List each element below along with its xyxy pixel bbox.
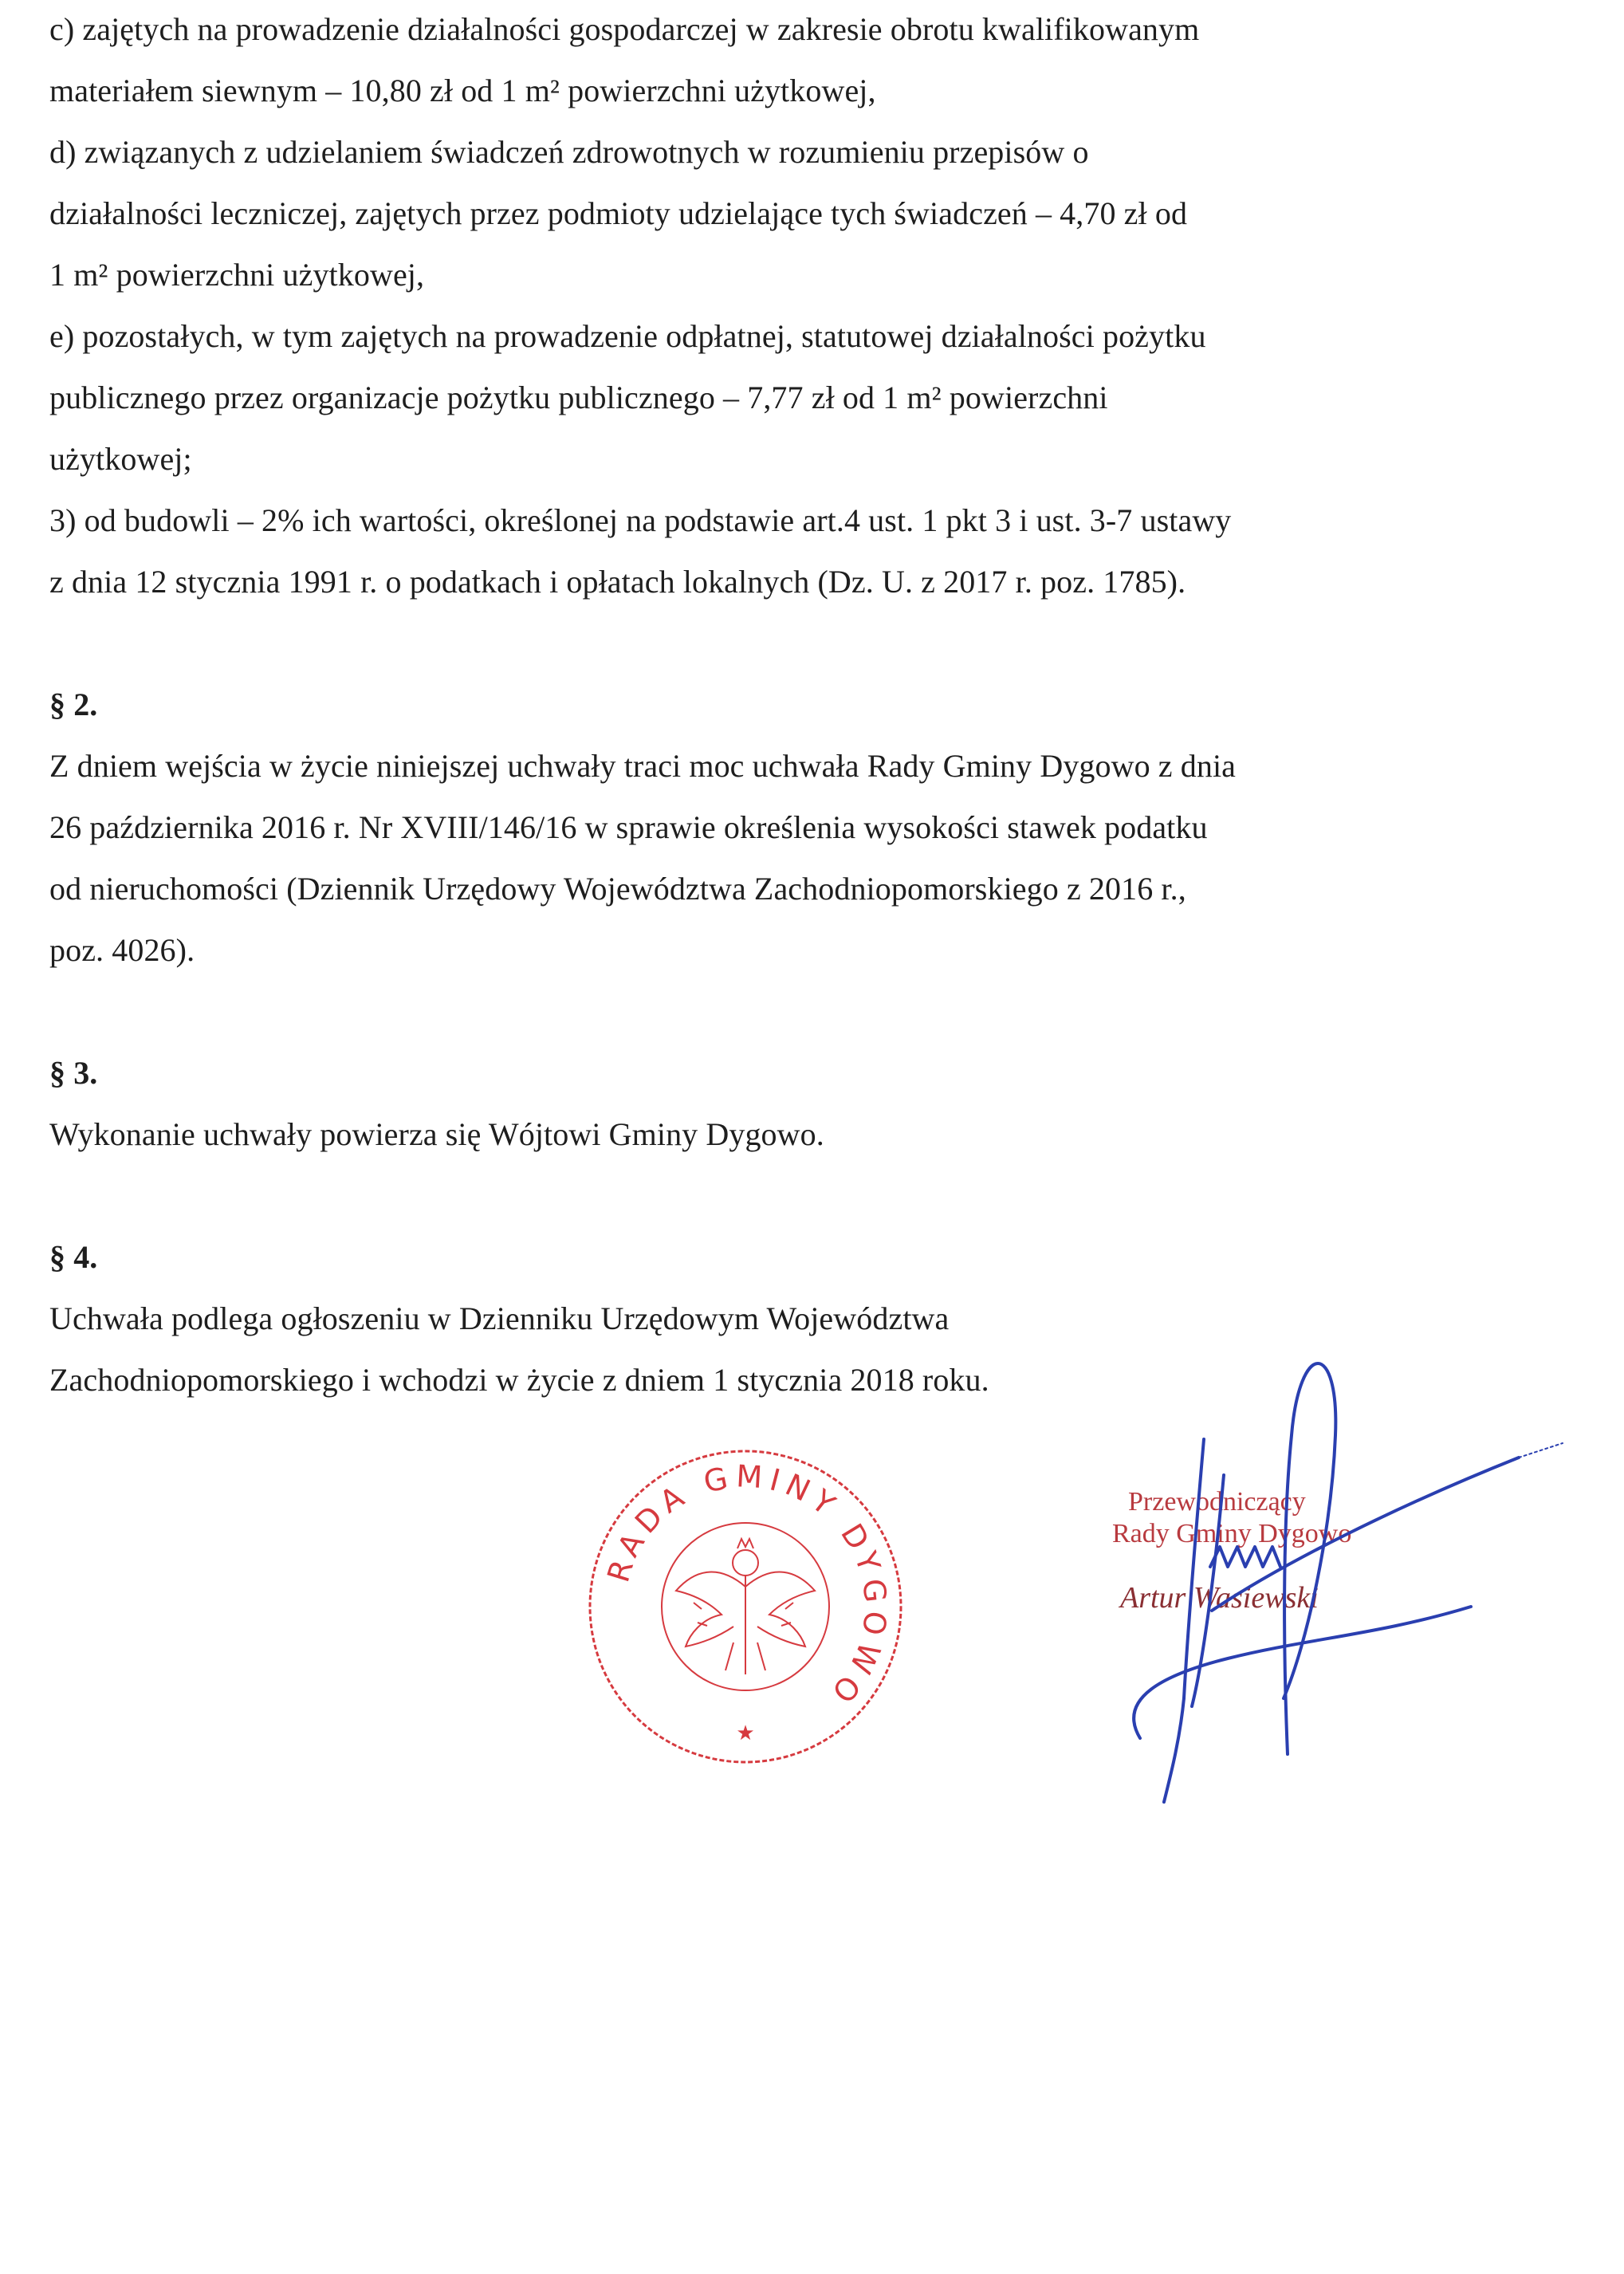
signatory-name: Artur Wasiewski [1120, 1581, 1319, 1615]
section-heading: § 4. [49, 1239, 98, 1275]
paragraph-line: działalności leczniczej, zajętych przez podmioty udzielające tych świadczeń – 4,70 zł od [49, 195, 1188, 231]
paragraph-line: Zachodniopomorskiego i wchodzi w życie z dniem 1 stycznia 2018 roku. [49, 1362, 989, 1398]
paragraph-line: 3) od budowli – 2% ich wartości, określonej na podstawie art.4 ust. 1 pkt 3 i ust. 3-7 ustawy [49, 502, 1232, 538]
signatory-title: Przewodniczący [1128, 1487, 1306, 1517]
paragraph-line: z dnia 12 stycznia 1991 r. o podatkach i opłatach lokalnych (Dz. U. z 2017 r. poz. 1785). [49, 564, 1186, 600]
paragraph-line: Wykonanie uchwały powierza się Wójtowi Gminy Dygowo. [49, 1116, 824, 1152]
paragraph-line: Uchwała podlega ogłoszeniu w Dzienniku Urzędowym Województwa [49, 1300, 950, 1336]
paragraph-line: poz. 4026). [49, 932, 195, 968]
paragraph-line: Z dniem wejścia w życie niniejszej uchwały traci moc uchwała Rady Gminy Dygowo z dnia [49, 748, 1237, 784]
paragraph-line: c) zajętych na prowadzenie działalności gospodarczej w zakresie obrotu kwalifikowanym [49, 11, 1200, 47]
paragraph-line: 26 października 2016 r. Nr XVIII/146/16 w sprawie określenia wysokości stawek podatku [49, 809, 1208, 845]
signature-block [1020, 1324, 1571, 1842]
stamp-star-icon: ★ [736, 1721, 755, 1745]
paragraph-line: d) związanych z udzielaniem świadczeń zdrowotnych w rozumieniu przepisów o [49, 134, 1089, 170]
paragraph-line: od nieruchomości (Dziennik Urzędowy Województwa Zachodniopomorskiego z 2016 r., [49, 871, 1186, 907]
paragraph-line: 1 m² powierzchni użytkowej, [49, 257, 425, 293]
eagle-emblem-icon [676, 1539, 815, 1674]
stamp-graphic [582, 1443, 909, 1770]
signatory-title-body: Rady Gminy Dygowo [1112, 1519, 1352, 1548]
section-heading: § 3. [49, 1055, 98, 1091]
paragraph-line: publicznego przez organizacje pożytku publicznego – 7,77 zł od 1 m² powierzchni [49, 380, 1108, 415]
official-stamp [582, 1443, 909, 1770]
paragraph-line: materiałem siewnym – 10,80 zł od 1 m² powierzchni użytkowej, [49, 73, 876, 108]
handwritten-signature [1020, 1324, 1571, 1842]
section-heading: § 2. [49, 687, 98, 722]
paragraph-line: e) pozostałych, w tym zajętych na prowadzenie odpłatnej, statutowej działalności pożytku [49, 318, 1206, 354]
paragraph-line: użytkowej; [49, 441, 192, 477]
stamp-text: RADA GMINY DYGOWO [600, 1458, 894, 1714]
